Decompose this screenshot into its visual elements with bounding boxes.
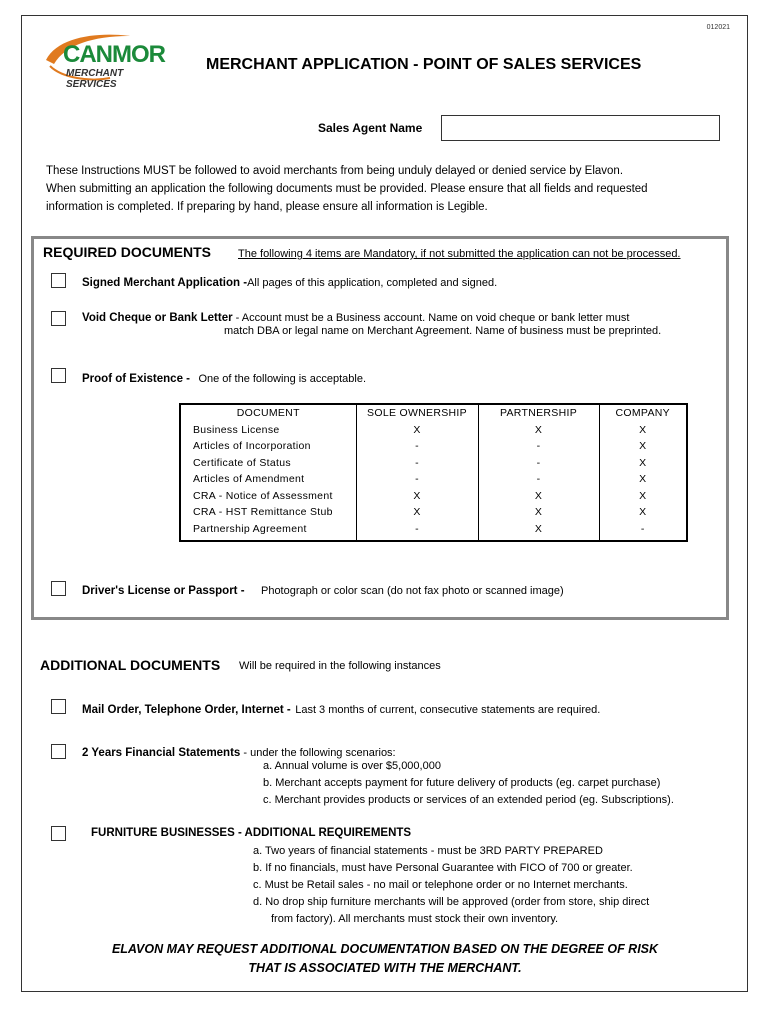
mail-order-text: Last 3 months of current, consecutive statements are required.: [295, 704, 601, 716]
table-cell: X: [599, 455, 687, 472]
financial-statements-text: - under the following scenarios:: [240, 747, 396, 759]
scenario-item: a. Annual volume is over $5,000,000: [263, 760, 441, 772]
table-row: [180, 455, 687, 472]
furniture-business-checkbox[interactable]: [51, 826, 66, 841]
table-cell: -: [356, 438, 478, 455]
signed-application-text: All pages of this application, completed and signed.: [247, 277, 498, 289]
table-cell: -: [478, 455, 599, 472]
requirement-item: c. Must be Retail sales - no mail or telephone order or no Internet merchants.: [253, 879, 628, 891]
table-cell: X: [599, 471, 687, 488]
table-row: [180, 471, 687, 488]
table-cell: X: [478, 521, 599, 542]
void-cheque-title: Void Cheque or Bank Letter: [82, 312, 233, 324]
table-cell: X: [356, 422, 478, 439]
table-row: [180, 504, 687, 521]
additional-documents-note: Will be required in the following instances: [239, 660, 441, 672]
required-documents-heading: REQUIRED DOCUMENTS: [43, 244, 212, 260]
drivers-license-text: Photograph or color scan (do not fax photo or scanned image): [260, 585, 564, 597]
column-header-document: DOCUMENT: [236, 407, 300, 419]
mail-order-title: Mail Order, Telephone Order, Internet -: [82, 704, 291, 716]
void-cheque-checkbox[interactable]: [51, 311, 66, 326]
table-cell: -: [356, 455, 478, 472]
proof-of-existence-checkbox[interactable]: [51, 368, 66, 383]
table-cell: X: [599, 488, 687, 505]
proof-of-existence-text: One of the following is acceptable.: [198, 373, 366, 385]
elavon-risk-notice: [0, 940, 770, 978]
mail-order-item: [82, 700, 600, 718]
proof-of-existence-title: Proof of Existence -: [82, 373, 190, 385]
financial-statements-scenarios: [263, 758, 674, 809]
requirement-item: b. If no financials, must have Personal Guarantee with FICO of 700 or greater.: [253, 862, 633, 874]
table-cell: X: [478, 488, 599, 505]
table-cell: Partnership Agreement: [193, 522, 307, 535]
column-header-partnership: PARTNERSHIP: [478, 404, 599, 422]
table-cell: CRA - Notice of Assessment: [193, 489, 333, 502]
sales-agent-label: Sales Agent Name: [318, 121, 423, 135]
table-cell: -: [356, 521, 478, 542]
furniture-business-title: FURNITURE BUSINESSES - ADDITIONAL REQUIREMENTS: [91, 827, 412, 839]
table-row: [180, 521, 687, 542]
table-cell: X: [599, 422, 687, 439]
sales-agent-name-field[interactable]: [441, 115, 720, 141]
canmor-logo: [40, 30, 175, 88]
table-cell: Articles of Amendment: [193, 473, 305, 485]
instructions-line: When submitting an application the following documents must be provided. Please ensure that all fields and requested: [46, 183, 648, 195]
drivers-license-title: Driver's License or Passport -: [82, 585, 245, 597]
column-header-company: COMPANY: [599, 404, 687, 422]
page-title: MERCHANT APPLICATION - POINT OF SALES SERVICES: [206, 56, 642, 73]
table-cell: X: [356, 488, 478, 505]
risk-notice-line: ELAVON MAY REQUEST ADDITIONAL DOCUMENTATION BASED ON THE DEGREE OF RISK: [111, 942, 659, 956]
signed-application-checkbox[interactable]: [51, 273, 66, 288]
table-row: [180, 438, 687, 455]
table-cell: X: [356, 504, 478, 521]
table-cell: X: [599, 438, 687, 455]
instructions-paragraph: [46, 162, 736, 216]
logo-subtitle: MERCHANT SERVICES: [66, 68, 124, 90]
drivers-license-checkbox[interactable]: [51, 581, 66, 596]
table-cell: -: [478, 471, 599, 488]
signed-application-title: Signed Merchant Application -: [82, 277, 248, 289]
proof-of-existence-item: [82, 369, 366, 387]
table-cell: X: [478, 504, 599, 521]
signed-application-item: [82, 273, 497, 291]
table-cell: -: [599, 521, 687, 542]
document-code: 012021: [706, 24, 730, 31]
mail-order-checkbox[interactable]: [51, 699, 66, 714]
table-cell: X: [478, 422, 599, 439]
instructions-line: These Instructions MUST be followed to avoid merchants from being unduly delayed or denied service by Elavon.: [46, 165, 624, 177]
table-header-row: [180, 404, 687, 422]
financial-statements-title: 2 Years Financial Statements: [82, 747, 241, 759]
additional-documents-heading: ADDITIONAL DOCUMENTS: [40, 657, 221, 673]
scenario-item: c. Merchant provides products or services of an extended period (eg. Subscriptions).: [263, 794, 674, 806]
requirement-item: d. No drop ship furniture merchants will be approved (order from store, ship direct: [253, 896, 650, 908]
table-cell: Articles of Incorporation: [193, 440, 311, 452]
logo-name: CANMOR: [63, 41, 165, 68]
drivers-license-item: [82, 581, 564, 599]
void-cheque-text: - Account must be a Business account. Name on void cheque or bank letter must: [232, 312, 630, 324]
scenario-item: b. Merchant accepts payment for future delivery of products (eg. carpet purchase): [263, 777, 661, 789]
table-cell: X: [599, 504, 687, 521]
table-cell: -: [478, 438, 599, 455]
table-cell: Certificate of Status: [193, 456, 291, 469]
table-cell: Business License: [193, 423, 280, 436]
void-cheque-item: [82, 308, 629, 326]
table-cell: -: [356, 471, 478, 488]
void-cheque-text-continued: match DBA or legal name on Merchant Agreement. Name of business must be preprinted.: [224, 325, 662, 337]
instructions-line: information is completed. If preparing by hand, please ensure all information is Legible.: [46, 201, 488, 213]
furniture-business-requirements: [253, 843, 649, 928]
column-header-sole-ownership: SOLE OWNERSHIP: [356, 404, 478, 422]
requirement-item-continued: from factory). All merchants must stock their own inventory.: [271, 913, 559, 925]
table-cell: CRA - HST Remittance Stub: [193, 506, 333, 518]
table-row: [180, 488, 687, 505]
financial-statements-checkbox[interactable]: [51, 744, 66, 759]
requirement-item: a. Two years of financial statements - must be 3RD PARTY PREPARED: [253, 845, 603, 857]
proof-of-existence-table: [179, 403, 688, 542]
table-row: [180, 422, 687, 439]
risk-notice-line: THAT IS ASSOCIATED WITH THE MERCHANT.: [248, 961, 522, 975]
required-documents-note: The following 4 items are Mandatory, if not submitted the application can not be processed.: [238, 248, 681, 260]
